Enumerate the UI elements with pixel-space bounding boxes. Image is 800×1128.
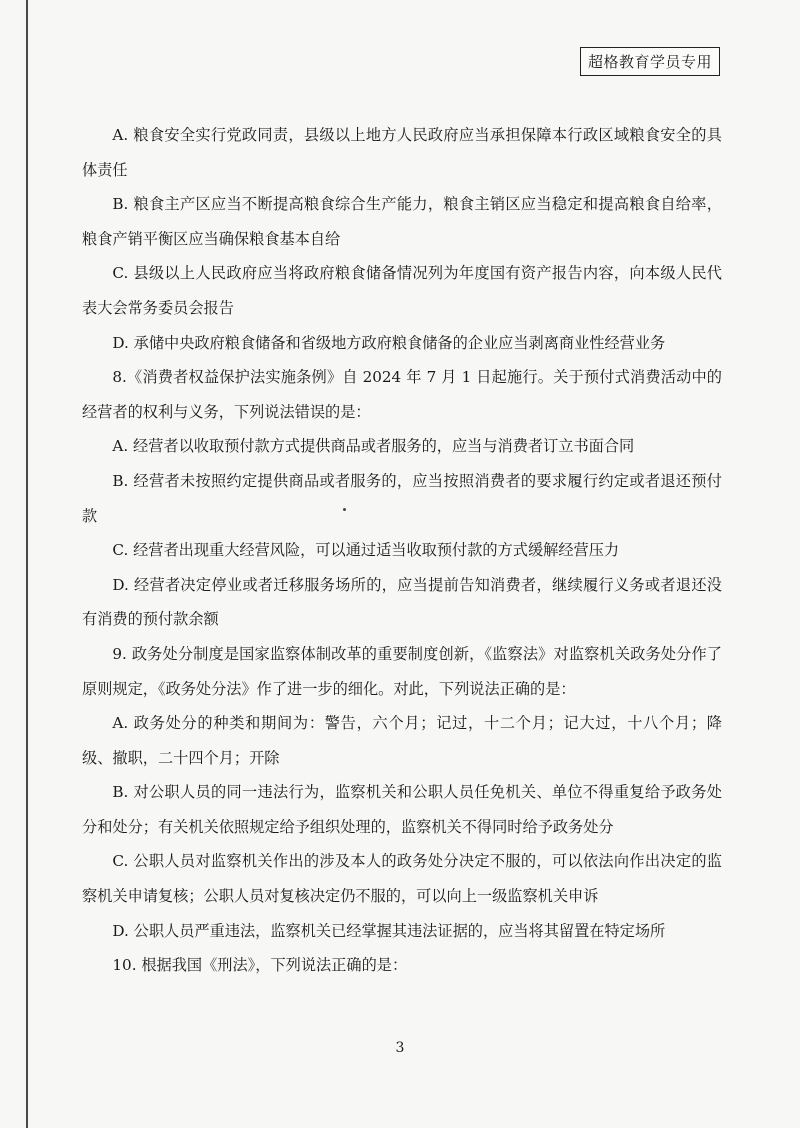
option-paragraph: C. 公职人员对监察机关作出的涉及本人的政务处分决定不服的，可以依法向作出决定的监察机关申请复核；公职人员对复核决定仍不服的，可以向上一级监察机关申诉 xyxy=(82,852,722,906)
page-edge-line xyxy=(26,0,28,1128)
option-paragraph: D. 承储中央政府粮食储备和省级地方政府粮食储备的企业应当剥离商业性经营业务 xyxy=(112,333,666,352)
option-paragraph: C. 经营者出现重大经营风险，可以通过适当收取预付款的方式缓解经营压力 xyxy=(112,541,620,560)
option-paragraph: A. 政务处分的种类和期间为：警告，六个月；记过，十二个月；记大过，十八个月；降级、撤职，二十四个月；开除 xyxy=(82,714,722,767)
option-paragraph: B. 对公职人员的同一违法行为，监察机关和公职人员任免机关、单位不得重复给予政务处分和处分；有关机关依照规定给予组织处理的，监察机关不得同时给予政务处分 xyxy=(82,783,722,836)
option-paragraph: A. 粮食安全实行党政同责，县级以上地方人民政府应当承担保障本行政区域粮食安全的具体责任 xyxy=(82,126,722,179)
page-number: 3 xyxy=(395,1040,405,1056)
option-paragraph: C. 县级以上人民政府应当将政府粮食储备情况列为年度国有资产报告内容，向本级人民代表大会常务委员会报告 xyxy=(82,264,722,317)
header-stamp: 超格教育学员专用 xyxy=(580,47,720,76)
question-stem: 10. 根据我国《刑法》，下列说法正确的是： xyxy=(112,956,408,975)
option-paragraph: B. 经营者未按照约定提供商品或者服务的，应当按照消费者的要求履行约定或者退还预付款 xyxy=(82,471,722,525)
option-paragraph: D. 公职人员严重违法，监察机关已经掌握其违法证据的，应当将其留置在特定场所 xyxy=(112,921,666,940)
question-stem: 8.《消费者权益保护法实施条例》自 2024 年 7 月 1 日起施行。关于预付式消费活动中的经营者的权利与义务，下列说法错误的是： xyxy=(82,368,722,421)
option-paragraph: B. 粮食主产区应当不断提高粮食综合生产能力，粮食主销区应当稳定和提高粮食自给率，粮食产销平衡区应当确保粮食基本自给 xyxy=(82,195,722,248)
option-paragraph: D. 经营者决定停业或者迁移服务场所的，应当提前告知消费者，继续履行义务或者退还没有消费的预付款余额 xyxy=(82,575,722,629)
question-body xyxy=(82,118,722,983)
option-paragraph: A. 经营者以收取预付款方式提供商品或者服务的，应当与消费者订立书面合同 xyxy=(112,437,635,456)
question-stem: 9. 政务处分制度是国家监察体制改革的重要制度创新，《监察法》对监察机关政务处分作了原则规定，《政务处分法》作了进一步的细化。对此，下列说法正确的是： xyxy=(82,644,722,698)
